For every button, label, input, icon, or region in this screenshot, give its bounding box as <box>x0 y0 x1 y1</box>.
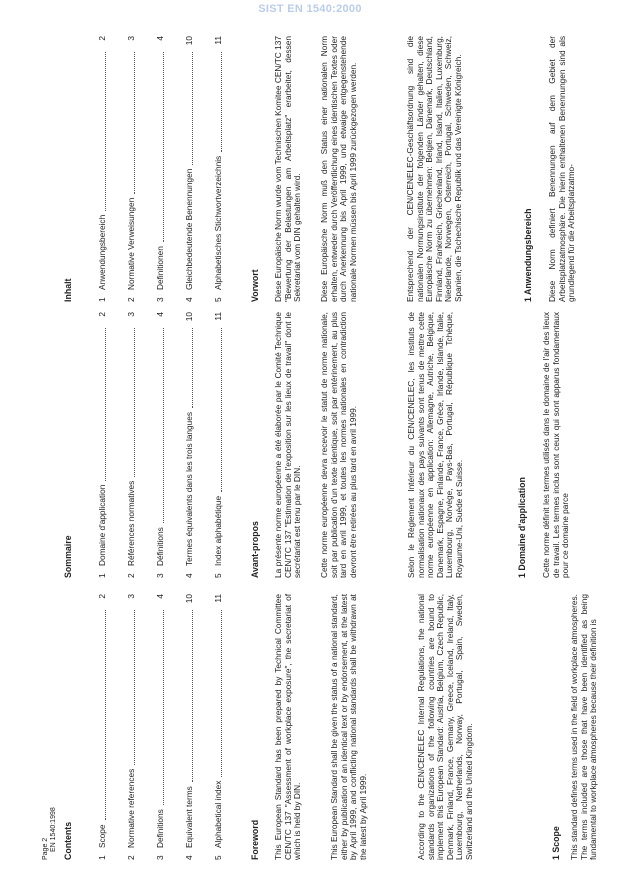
toc-label: Anwendungsbereich <box>97 214 107 290</box>
toc-page: 10 <box>184 312 194 322</box>
toc-label: Scope <box>97 824 107 848</box>
column-english <box>40 594 606 860</box>
toc-number: 4 <box>184 297 194 302</box>
toc-label: Définitions <box>155 527 165 566</box>
toc-entry[interactable] <box>98 312 108 578</box>
toc-entry[interactable] <box>185 594 195 860</box>
toc-page: 2 <box>97 594 107 599</box>
toc-leader <box>192 328 193 408</box>
toc-entry[interactable] <box>127 36 137 302</box>
toc-entry[interactable] <box>214 594 224 860</box>
toc-leader <box>163 328 164 523</box>
document-page <box>40 36 606 868</box>
toc-page: 2 <box>97 312 107 317</box>
toc-label: Definitions <box>155 809 165 848</box>
toc-leader <box>134 52 135 194</box>
toc-leader <box>221 610 222 777</box>
toc-number: 5 <box>213 573 223 578</box>
toc-entry[interactable] <box>185 36 195 302</box>
toc-label: Normative Verweisungen <box>126 197 136 290</box>
foreword-paragraph: Diese Europäische Norm wurde vom Technischen Komitee CEN/TC 137 "Bewertung der Belastungen am Arbeitsplatz" erarbeitet, dessen Sekretariat vom DIN gehalten wird. <box>273 36 303 302</box>
toc-label: Equivalent terms <box>184 786 194 848</box>
section-text: Cette norme définit les termes utilisés dans le domaine de l'air des lieux de travail. Les termes inclus sont ceux qui sont apparus fondamentaux pour ce domaine parce <box>541 312 571 578</box>
foreword-heading: Avant-propos <box>250 521 260 578</box>
toc-leader <box>105 328 106 481</box>
toc-page: 3 <box>126 594 136 599</box>
toc-entry[interactable] <box>214 36 224 302</box>
toc-label: Termes équivalents dans les trois langues <box>184 411 194 566</box>
toc-number: 5 <box>213 297 223 302</box>
toc-label: Alphabetical index <box>213 780 223 848</box>
toc-label: Definitionen <box>155 246 165 290</box>
toc-page: 10 <box>184 594 194 604</box>
foreword-paragraph: Selon le Règlement Intérieur du CEN/CENELEC, les instituts de normalisation nationaux des pays suivants sont tenus de mettre cette norme européenne en application: Allemagne, Autriche, Belgique, Danemark, Espagne, Finlande, France, Grèce, Irlande, Islande, Italie, Luxembourg, Norvège, Pays-Bas, Portugal, République Tchèque, Royaume-Uni, Suède et Suisse. <box>406 312 464 578</box>
section-heading: 1 Domaine d'application <box>517 477 527 578</box>
foreword-heading: Vorwort <box>250 269 260 302</box>
foreword-paragraph: This European Standard has been prepared by Technical Committee CEN/TC 137 "Assessment of workplace exposure", the secretariat of which is held by DIN. <box>273 594 303 860</box>
toc-number: 1 <box>97 573 107 578</box>
toc-number: 5 <box>213 855 223 860</box>
contents-heading: Contents <box>63 821 73 860</box>
toc-number: 3 <box>155 297 165 302</box>
toc-number: 4 <box>184 573 194 578</box>
toc-page: 3 <box>126 312 136 317</box>
toc-entry[interactable] <box>156 312 166 578</box>
toc-leader <box>134 610 135 765</box>
toc-entry[interactable] <box>98 36 108 302</box>
toc-number: 3 <box>155 855 165 860</box>
toc-page: 11 <box>213 312 223 321</box>
toc-entry[interactable] <box>156 594 166 860</box>
toc-label: Références normatives <box>126 480 136 566</box>
foreword-paragraph: Cette norme européenne devra recevoir le statut de norme nationale, soit par publication d'un texte identique, soit par entérinement, au plus tard en avril 1999, et toutes les normes nationales en contradiction devront être retirées au plus tard en avril 1999. <box>319 312 358 578</box>
toc-label: Domaine d'application <box>97 484 107 566</box>
toc-number: 1 <box>97 855 107 860</box>
toc-number: 4 <box>184 855 194 860</box>
toc-number: 1 <box>97 297 107 302</box>
toc-entry[interactable] <box>127 594 137 860</box>
toc-leader <box>192 52 193 165</box>
toc-page: 10 <box>184 36 194 46</box>
toc-entry[interactable] <box>156 36 166 302</box>
contents-heading: Sommaire <box>63 535 73 578</box>
toc-leader <box>105 610 106 820</box>
toc-entry[interactable] <box>127 312 137 578</box>
section-text: Diese Norm definiert Benennungen auf dem Gebiet der Arbeitsplatzatmosphäre. Die hierin enthaltenen Benennungen sind als grundlegend für die Arbeitsplatzatmo- <box>547 36 577 302</box>
toc-leader <box>105 52 106 211</box>
column-german <box>40 36 606 302</box>
toc-number: 3 <box>155 573 165 578</box>
section-heading: 1 Scope <box>551 826 561 860</box>
document-id: EN 1540:1998 <box>50 807 57 852</box>
column-french <box>40 312 606 578</box>
toc-number: 2 <box>126 573 136 578</box>
section-heading: 1 Anwendungsbereich <box>523 208 533 302</box>
toc-label: Index alphabétique <box>213 495 223 566</box>
watermark: SIST EN 1540:2000 <box>258 3 362 15</box>
toc-page: 11 <box>213 36 223 45</box>
toc-entry[interactable] <box>214 312 224 578</box>
toc-leader <box>221 328 222 492</box>
toc-page: 11 <box>213 594 223 603</box>
toc-entry[interactable] <box>98 594 108 860</box>
toc-leader <box>163 610 164 805</box>
section-text: This standard defines terms used in the field of workplace atmospheres. The terms included are those that have been identified as being fundamental to workplace atmospheres because their definition is <box>569 594 599 860</box>
foreword-heading: Foreword <box>250 819 260 860</box>
toc-entry[interactable] <box>185 312 195 578</box>
toc-leader <box>221 52 222 152</box>
toc-page: 3 <box>126 36 136 41</box>
toc-number: 2 <box>126 855 136 860</box>
toc-number: 2 <box>126 297 136 302</box>
toc-label: Alphabetisches Stichwortverzeichnis <box>213 155 223 290</box>
toc-label: Normative references <box>126 768 136 848</box>
toc-leader <box>134 328 135 477</box>
toc-page: 4 <box>155 594 165 599</box>
foreword-paragraph: Entsprechend der CEN/CENELEC-Geschäftsordnung sind die nationalen Normungsinstitute der folgenden Länder gehalten, diese Europäische Norm zu übernehmen: Belgien, Dänemark, Deutschland, Finnland, Frankreich, Griechenland, Irland, Island, Italien, Luxemburg, Niederlande, Norwegen, Österreich, Portugal, Schweden, Schweiz, Spanien, die Tschechische Republik und das Vereinigte Königreich. <box>405 36 463 302</box>
toc-leader <box>192 610 193 782</box>
toc-page: 4 <box>155 36 165 41</box>
page-number: Page 2 <box>42 837 49 860</box>
toc-label: Gleichbedeutende Benennungen <box>184 168 194 290</box>
foreword-paragraph: Diese Europäische Norm muß den Status einer nationalen Norm erhalten, entweder durch Veröffentlichung eines identischen Textes oder durch Anerkennung bis April 1999, und etwaige entgegenstehende nationale Normen müssen bis April 1999 zurückgezogen werden. <box>319 36 358 302</box>
foreword-paragraph: This European Standard shall be given the status of a national standard, either by publication of an identical text or by endorsement, at the latest by April 1999, and conflicting national standards shall be withdrawn at the latest by April 1999. <box>329 594 368 860</box>
toc-page: 4 <box>155 312 165 317</box>
toc-page: 2 <box>97 36 107 41</box>
contents-heading: Inhalt <box>63 278 73 302</box>
foreword-paragraph: According to the CEN/CENELEC Internal Regulations, the national standards organizations of the following countries are bound to implement this European Standard: Austria, Belgium, Czech Republic, Denmark, Finland, France, Germany, Greece, Iceland, Ireland, Italy, Luxembourg, Netherlands, Norway, Portugal, Spain, Sweden, Switzerland and the United Kingdom. <box>416 594 474 860</box>
foreword-paragraph: La présente norme européenne a été élaborée par le Comité Technique CEN/TC 137 "Estimation de l'exposition sur les lieux de travail" dont le secrétariat est tenu par le DIN. <box>273 312 303 578</box>
toc-leader <box>163 52 164 242</box>
